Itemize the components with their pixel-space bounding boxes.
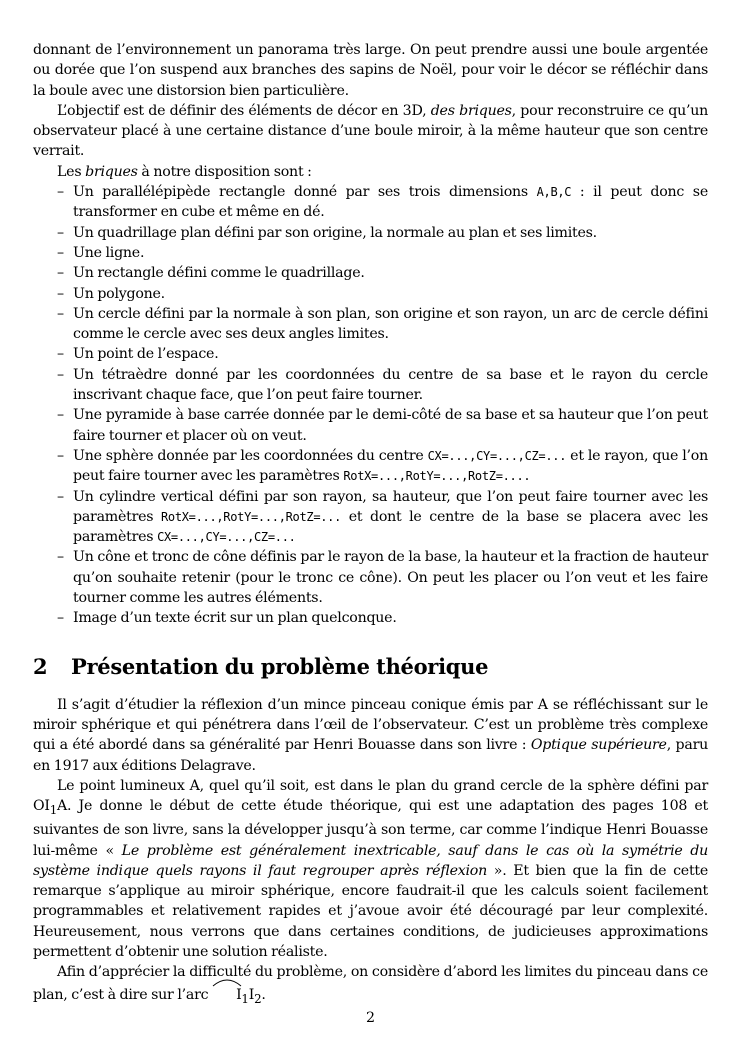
arc-notation: $I_1I_2$ xyxy=(212,983,261,1009)
subscript: 1 xyxy=(49,802,58,817)
list-item: – Un quadrillage plan défini par son origine, la normale au plan et ses limites. xyxy=(33,223,708,243)
list-item: – Un polygone. xyxy=(33,284,708,304)
page-number: 2 xyxy=(365,1010,376,1026)
text: Les xyxy=(57,163,86,180)
paragraph: Le point lumineux A, quel qu’il soit, est dans le plan du grand cercle de la sphère défini par $OI_1A$. Je donne le début de cette étude théorique, qui est une adaptation des pages 108 et suivantes de son livre, sans la développer jusqu’à son terme, car comme l’indique Henri Bouasse lui-même « Le problème est généralement inextricable, sauf dans le cas où la symétrie du système indique quels rayons il faut regrouper après réflexion ». Et bien que la fin de cette remarque s’applique au miroir sphérique, encore faudrait-il que les calculs soient facilement programmables et relativement rapides et j’avoue avoir été découragé par leur complexité. Heureusement, nous verrons que dans certaines conditions, de judicieuses approximations permettent d’obtenir une solution réaliste. xyxy=(33,777,708,960)
section-title: Présentation du problème théorique xyxy=(71,653,489,679)
list-item: – Un parallélépipède rectangle donné par ses trois dimensions A,B,C : il peut donc se transformer en cube et même en dé. xyxy=(33,182,708,223)
list-item: – Un cylindre vertical défini par son rayon, sa hauteur, que l’on peut faire tourner avec les paramètres RotX=...,RotY=...,RotZ=... et dont le centre de la base se placera avec les paramètres CX=...,CY=...,CZ=... xyxy=(33,487,708,548)
list-item: – Un rectangle défini comme le quadrillage. xyxy=(33,263,708,283)
text: L’objectif est de définir des éléments de décor en 3D, xyxy=(57,102,431,119)
section-heading xyxy=(33,653,708,681)
list-item: – Image d’un texte écrit sur un plan quelconque. xyxy=(33,608,708,628)
page-content xyxy=(33,40,708,1009)
code: RotX=...,RotY=...,RotZ=.... xyxy=(343,469,531,484)
text: , pour reconstruire ce qu’un observateur placé à une certaine distance d’une boule miroir, à la même hauteur que son centre verrait. xyxy=(33,102,708,160)
list-item: – Une ligne. xyxy=(33,243,708,263)
list-item: – Un point de l’espace. xyxy=(33,344,708,364)
paragraph xyxy=(33,162,708,182)
emphasis: briques xyxy=(85,163,138,180)
emphasis: des briques xyxy=(430,102,512,119)
code: CX=...,CY=...,CZ=... xyxy=(427,448,567,463)
list-item: – Un tétraèdre donné par les coordonnées du centre de sa base et le rayon du cercle inscrivant chaque face, que l’on peut faire tourner. xyxy=(33,365,708,406)
arc-icon xyxy=(212,977,242,987)
bricks-list xyxy=(33,182,708,629)
quote-emphasis: Le problème est généralement inextricable, sauf dans le cas où la symétrie du système indique quels rayons il faut regrouper après réflexion xyxy=(33,842,708,879)
section-number: 2 xyxy=(33,653,48,679)
code: RotX=...,RotY=...,RotZ=... xyxy=(160,509,342,524)
emphasis: Optique supérieure xyxy=(530,737,667,754)
paragraph: donnant de l’environnement un panorama très large. On peut prendre aussi une boule argentée ou dorée que l’on suspend aux branches des sapins de Noël, pour voir le décor se réfléchir dans la boule avec une distorsion bien particulière. xyxy=(33,42,708,99)
code: A,B,C xyxy=(536,185,572,200)
list-item: – Un cône et tronc de cône définis par le rayon de la base, la hauteur et la fraction de hauteur qu’on souhaite retenir (pour le tronc ce cône). On peut les placer ou l’on veut et les faire tourner comme les autres éléments. xyxy=(33,547,708,608)
list-item: – Une sphère donnée par les coordonnées du centre CX=...,CY=...,CZ=... et le rayon, que l’on peut faire tourner avec les paramètres RotX=...,RotY=...,RotZ=.... xyxy=(33,446,708,487)
list-item: – Un cercle défini par la normale à son plan, son origine et son rayon, un arc de cercle défini comme le cercle avec ses deux angles limites. xyxy=(33,304,708,345)
text: à notre disposition sont : xyxy=(137,163,312,180)
code: CX=...,CY=...,CZ=... xyxy=(157,530,296,545)
paragraph xyxy=(33,101,708,162)
paragraph: Il s’agit d’étudier la réflexion d’un mince pinceau conique émis par A se réfléchissant sur le miroir sphérique et qui pénétrera dans l’œil de l’observateur. C’est un problème très complexe qui a été abordé dans sa généralité par Henri Bouasse dans son livre : Optique supérieure, paru en 1917 aux éditions Delagrave. xyxy=(33,696,708,774)
list-item: – Une pyramide à base carrée donnée par le demi-côté de sa base et sa hauteur que l’on peut faire tourner et placer où on veut. xyxy=(33,405,708,446)
paragraph: Afin d’apprécier la difficulté du problème, on considère d’abord les limites du pinceau dans ce plan, c’est à dire sur l’arc $I_1I_2$. xyxy=(33,962,708,1008)
